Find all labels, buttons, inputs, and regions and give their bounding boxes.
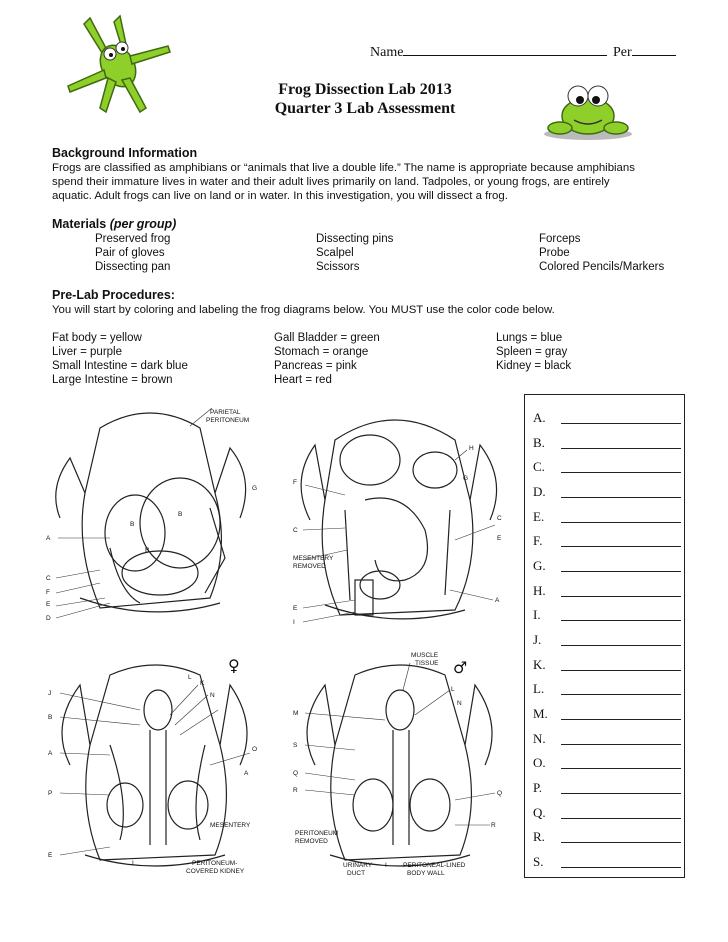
answer-blank[interactable] xyxy=(561,522,681,523)
diagram-label: Q xyxy=(293,770,299,777)
female-symbol-icon: ♀ xyxy=(228,656,240,675)
diagram-label: F xyxy=(293,479,297,486)
background-paragraph xyxy=(52,161,682,203)
diagram-label: E xyxy=(48,852,53,859)
answer-letter: Q. xyxy=(533,805,546,820)
diagram-label: I xyxy=(293,619,295,626)
material-item: Scalpel xyxy=(316,247,354,259)
diagram-label: S xyxy=(293,742,298,749)
diagram-label: E xyxy=(293,605,298,612)
answer-blank[interactable] xyxy=(561,472,681,473)
frog-diagram-3-female xyxy=(40,655,270,880)
diagram-label: COVERED KIDNEY xyxy=(186,868,245,875)
diagram-label: C xyxy=(497,515,502,522)
answer-blank[interactable] xyxy=(561,818,681,819)
color-code-item: Lungs = blue xyxy=(496,332,563,344)
answer-row[interactable] xyxy=(533,632,683,648)
frog-diagram-2 xyxy=(285,400,515,640)
answer-letter: I. xyxy=(533,607,541,622)
background-line: spend their immature lives in water and their adult lives primarily on land. Tadpoles, or young frogs, are entirely xyxy=(52,176,610,188)
diagram-label: R xyxy=(491,822,496,829)
diagram-label: L xyxy=(451,686,455,693)
answer-blank[interactable] xyxy=(561,423,681,424)
diagram-label: R xyxy=(293,787,298,794)
answer-row[interactable] xyxy=(533,484,683,500)
answer-row[interactable] xyxy=(533,780,683,796)
diagram-label: I xyxy=(385,862,387,869)
page-title xyxy=(180,80,550,118)
diagram-label: J xyxy=(48,690,52,697)
answer-blank[interactable] xyxy=(561,694,681,695)
period-label: Per xyxy=(612,45,632,60)
answer-letter: G. xyxy=(533,558,546,573)
diagram-label: B xyxy=(145,547,150,554)
material-item: Colored Pencils/Markers xyxy=(539,261,665,273)
background-heading: Background Information xyxy=(52,146,198,160)
answer-row[interactable] xyxy=(533,583,683,599)
diagram-label: DUCT xyxy=(347,870,366,877)
diagram-label: REMOVED xyxy=(295,838,328,845)
answer-blank[interactable] xyxy=(561,793,681,794)
answer-blank[interactable] xyxy=(561,546,681,547)
answer-letter: C. xyxy=(533,459,545,474)
diagram-label: E xyxy=(46,601,51,608)
answer-letter: H. xyxy=(533,583,546,598)
diagram-label: G xyxy=(463,475,469,482)
answer-row[interactable] xyxy=(533,558,683,574)
color-code-item: Gall Bladder = green xyxy=(274,332,380,344)
answer-blank[interactable] xyxy=(561,571,681,572)
diagram-label: MESENTERY xyxy=(210,822,251,829)
answer-row[interactable] xyxy=(533,533,683,549)
answer-letter: L. xyxy=(533,681,545,696)
diagram-label: K xyxy=(200,680,205,687)
title-line-1: Frog Dissection Lab 2013 xyxy=(278,81,452,98)
diagram-label: A xyxy=(48,750,53,757)
prelab-instruction: You will start by coloring and labeling the frog diagrams below. You MUST use the color code below. xyxy=(52,304,555,316)
diagram-label: N xyxy=(210,692,215,699)
materials-col-2 xyxy=(316,232,393,274)
color-code-item: Large Intestine = brown xyxy=(52,374,173,386)
diagram-label: H xyxy=(469,445,474,452)
diagram-label: O xyxy=(252,746,258,753)
answer-row[interactable] xyxy=(533,607,683,623)
answer-box xyxy=(524,394,685,878)
answer-blank[interactable] xyxy=(561,744,681,745)
diagram-label: B xyxy=(130,521,135,528)
answer-letter: E. xyxy=(533,509,545,524)
materials-heading xyxy=(52,217,176,231)
frog-cartoon-sitting xyxy=(538,76,638,142)
answer-row[interactable] xyxy=(533,410,683,426)
answer-letter: A. xyxy=(533,410,546,425)
answer-row[interactable] xyxy=(533,755,683,771)
diagram-label: M xyxy=(293,710,299,717)
answer-row[interactable] xyxy=(533,459,683,475)
answer-row[interactable] xyxy=(533,435,683,451)
color-code-col-1 xyxy=(52,331,188,387)
answer-blank[interactable] xyxy=(561,596,681,597)
name-blank[interactable] xyxy=(403,42,607,56)
answer-blank[interactable] xyxy=(561,670,681,671)
answer-letter: K. xyxy=(533,657,546,672)
diagram-label: C xyxy=(293,527,298,534)
diagram-label: G xyxy=(252,485,258,492)
answer-letter: P. xyxy=(533,780,543,795)
name-label: Name xyxy=(370,45,404,60)
title-line-2: Quarter 3 Lab Assessment xyxy=(274,100,456,117)
answer-row[interactable] xyxy=(533,805,683,821)
diagram-label: REMOVED xyxy=(293,563,326,570)
answer-letter: O. xyxy=(533,755,546,770)
answer-blank[interactable] xyxy=(561,768,681,769)
diagram-label: B xyxy=(178,511,183,518)
answer-letter: B. xyxy=(533,435,545,450)
answer-blank[interactable] xyxy=(561,645,681,646)
answer-blank[interactable] xyxy=(561,448,681,449)
color-code-item: Heart = red xyxy=(274,374,332,386)
materials-subheading: (per group) xyxy=(109,217,177,231)
material-item: Probe xyxy=(539,247,570,259)
materials-heading-text: Materials xyxy=(52,217,107,231)
diagram-label: I xyxy=(132,860,134,867)
diagram-label: N xyxy=(457,700,462,707)
diagram-label: PERITONEUM xyxy=(295,830,339,837)
color-code-col-3 xyxy=(496,331,571,373)
color-code-item: Stomach = orange xyxy=(274,346,369,358)
diagram-label: D xyxy=(46,615,51,622)
diagram-label: B xyxy=(48,714,53,721)
material-item: Dissecting pins xyxy=(316,233,394,245)
diagram-label: BODY WALL xyxy=(407,870,445,877)
color-code-item: Liver = purple xyxy=(52,346,122,358)
diagram-label: PERITONEAL-LINED xyxy=(403,862,466,869)
answer-row[interactable] xyxy=(533,681,683,697)
answer-letter: R. xyxy=(533,829,545,844)
answer-blank[interactable] xyxy=(561,620,681,621)
answer-letter: F. xyxy=(533,533,543,548)
materials-col-3 xyxy=(539,232,664,274)
diagram-label: Q xyxy=(497,790,503,797)
diagram-label: MESENTERY xyxy=(293,555,334,562)
answer-row[interactable] xyxy=(533,509,683,525)
period-blank[interactable] xyxy=(632,42,676,56)
answer-letter: N. xyxy=(533,731,546,746)
materials-col-1 xyxy=(95,232,170,274)
prelab-heading: Pre-Lab Procedures: xyxy=(52,288,175,302)
answer-row[interactable] xyxy=(533,829,683,845)
diagram-label: P xyxy=(48,790,53,797)
background-line: Frogs are classified as amphibians or “animals that live a double life.” The name is appropriate because amphibians xyxy=(52,162,635,174)
color-code-item: Fat body = yellow xyxy=(52,332,142,344)
answer-blank[interactable] xyxy=(561,497,681,498)
diagram-label: URINARY xyxy=(343,862,373,869)
material-item: Preserved frog xyxy=(95,233,171,245)
answer-row[interactable] xyxy=(533,657,683,673)
color-code-item: Small Intestine = dark blue xyxy=(52,360,188,372)
diagram-label: C xyxy=(46,575,51,582)
answer-row[interactable] xyxy=(533,731,683,747)
frog-diagram-1 xyxy=(40,398,270,638)
answer-letter: M. xyxy=(533,706,548,721)
answer-blank[interactable] xyxy=(561,867,681,868)
male-symbol-icon: ♂ xyxy=(453,658,468,677)
diagram-label: A xyxy=(46,535,51,542)
answer-blank[interactable] xyxy=(561,842,681,843)
answer-letter: S. xyxy=(533,854,544,869)
diagram-label: TISSUE xyxy=(415,660,439,667)
diagram-label: PARIETAL xyxy=(210,409,241,416)
answer-blank[interactable] xyxy=(561,719,681,720)
answer-row[interactable] xyxy=(533,706,683,722)
material-item: Forceps xyxy=(539,233,581,245)
material-item: Pair of gloves xyxy=(95,247,165,259)
name-period-line xyxy=(370,42,676,61)
answer-row[interactable] xyxy=(533,854,683,870)
diagram-label: PERITONEUM- xyxy=(192,860,238,867)
color-code-col-2 xyxy=(274,331,380,387)
diagram-label: MUSCLE xyxy=(411,652,439,659)
color-code-item: Pancreas = pink xyxy=(274,360,357,372)
diagram-label: E xyxy=(497,535,502,542)
material-item: Dissecting pan xyxy=(95,261,171,273)
frog-cartoon-jumping xyxy=(60,8,180,128)
diagram-label: L xyxy=(188,674,192,681)
color-code-item: Spleen = gray xyxy=(496,346,568,358)
diagram-label: A xyxy=(244,770,249,777)
material-item: Scissors xyxy=(316,261,360,273)
frog-diagram-4-male xyxy=(285,645,515,880)
diagram-label: A xyxy=(495,597,500,604)
background-line: aquatic. Adult frogs can live on land or in water. In this investigation, you will dissect a frog. xyxy=(52,190,508,202)
answer-letter: J. xyxy=(533,632,542,647)
color-code-item: Kidney = black xyxy=(496,360,572,372)
diagram-label: F xyxy=(46,589,50,596)
diagram-label: PERITONEUM xyxy=(206,417,250,424)
answer-letter: D. xyxy=(533,484,546,499)
